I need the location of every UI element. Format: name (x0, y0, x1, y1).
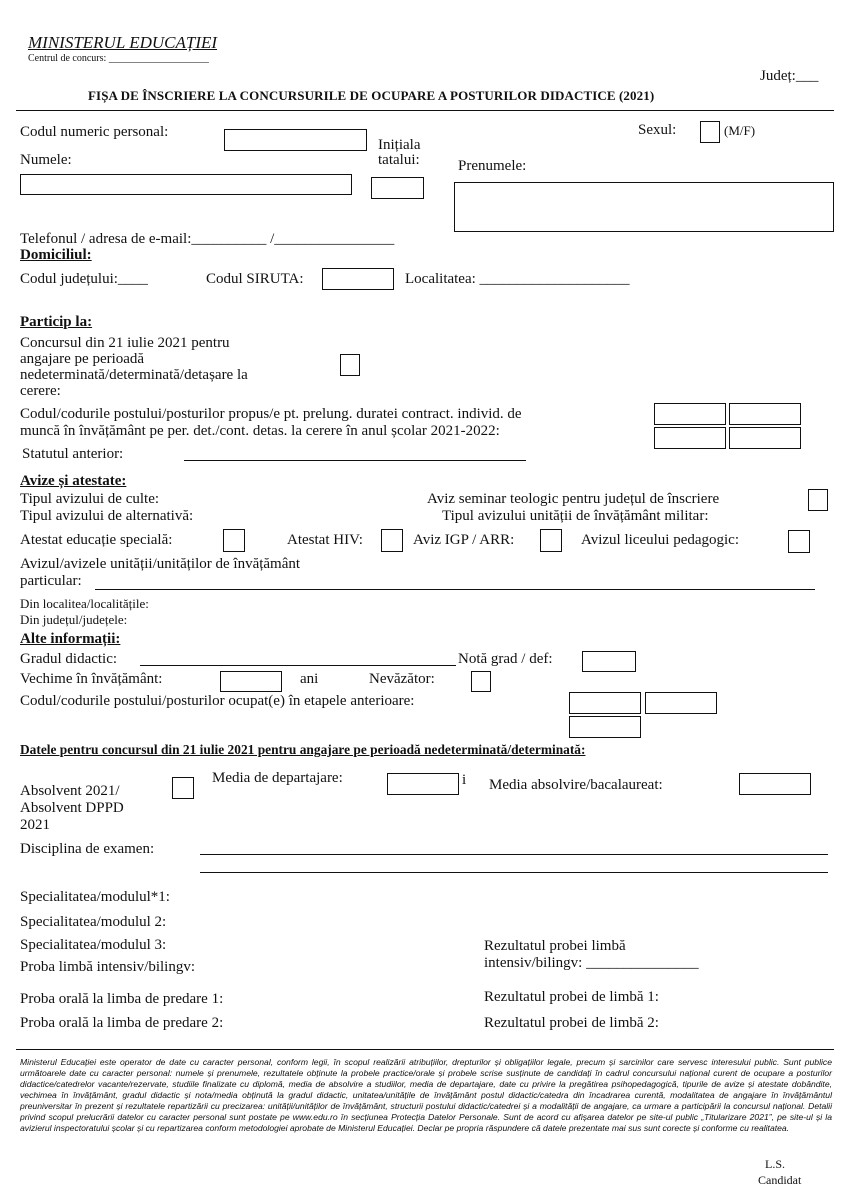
intensive-result-line-2: intensiv/bilingv: _______________ (484, 955, 699, 971)
specialty-2-label: Specialitatea/modulul 2: (20, 914, 167, 930)
ls-mark: L.S. (765, 1157, 786, 1171)
private-approval-line[interactable] (95, 589, 815, 590)
seniority-input[interactable] (220, 671, 282, 692)
father-initial-label-1: Inițiala (378, 137, 421, 153)
participation-heading: Particip la: (20, 314, 93, 330)
county-code-field: Codul județului:____ (20, 271, 148, 287)
igp-label: Aviz IGP / ARR: (413, 532, 515, 548)
occupied-code-input-3[interactable] (569, 716, 641, 738)
contest-checkbox[interactable] (340, 354, 360, 376)
county-field: Județ:___ (760, 68, 819, 84)
contest-center-text: Centrul de concurs: (28, 53, 107, 64)
hiv-label: Atestat HIV: (287, 532, 363, 548)
last-name-input[interactable] (20, 174, 352, 195)
igp-checkbox[interactable] (540, 529, 562, 552)
contest-line-2: angajare pe perioadă (20, 351, 145, 367)
intensive-language-label: Proba limbă intensiv/bilingv: (20, 959, 195, 975)
graduation-avg-input[interactable] (739, 773, 811, 795)
cult-approval-label: Tipul avizului de culte: (20, 491, 160, 507)
hiv-checkbox[interactable] (381, 529, 403, 552)
military-approval-label: Tipul avizului unității de învățământ militar: (442, 508, 709, 524)
tiebreak-input[interactable] (387, 773, 459, 795)
post-code-input-1[interactable] (654, 403, 726, 425)
degree-line[interactable] (140, 665, 456, 666)
prev-status-label: Statutul anterior: (22, 446, 124, 462)
locality-field: Localitatea: ____________________ (405, 271, 630, 287)
contest-center-value: ____________________ (108, 53, 209, 64)
other-info-heading: Alte informații: (20, 631, 121, 647)
i-mark: i (462, 772, 467, 788)
graduate-line-1: Absolvent 2021/ (20, 783, 120, 799)
father-initial-input[interactable] (371, 177, 424, 199)
special-ed-checkbox[interactable] (223, 529, 245, 552)
cnp-input[interactable] (224, 129, 367, 151)
specialty-3-label: Specialitatea/modulul 3: (20, 937, 167, 953)
occupied-codes-label: Codul/codurile postului/posturilor ocupat(e) în etapele anterioare: (20, 693, 415, 709)
pedagogic-checkbox[interactable] (788, 530, 810, 553)
occupied-code-input-1[interactable] (569, 692, 641, 714)
siruta-input[interactable] (322, 268, 394, 290)
discipline-label: Disciplina de examen: (20, 841, 155, 857)
counties-label: Din județul/județele: (20, 612, 128, 627)
occupied-code-input-2[interactable] (645, 692, 717, 714)
degree-label: Gradul didactic: (20, 651, 118, 667)
grade-input[interactable] (582, 651, 636, 672)
post-codes-line-2: muncă în învățământ pe per. det./cont. detas. la cerere în anul școlar 2021-2022: (20, 423, 500, 439)
contest-line-3: nedeterminată/determinată/detașare la (20, 367, 248, 383)
special-ed-label: Atestat educație specială: (20, 532, 173, 548)
data-protection-notice: Ministerul Educației este operator de date cu caracter personal, conform legii, în scopul realizării atribuțiilor, drepturilor și obligațiilor legale, precum și sarcinilor care servesc interesului public. Sunt publice următoarele date cu caracter personal: numele și prenumele, rezultatele obținute la probele practice/orale și probele scrise susținute de candidați în cadrul concursului național curent de ocupare a posturilor didactice/catedrelor vacante/rezervate, studiile finalizate cu diplomă, media de absolvire a studiilor, media de departajare, date cu privire la pregătirea psihopedagogică, tipurile de avize și atestate dobândite, vechimea în învățământ, gradul didactic și nota/media obținută la gradul didactic, unitatea/unitățile de învățământ postul didactic/catedra din încadrarea curentă, modalitatea de angajare în învățământul preuniversitar în prezent și rezultatele repartizării cu precizarea: unității/unităților de învățământ, structurii postului didactic/catedrei și a modalității de angajare, ca urmare a participării la concursul național. Detalii privind scopul prelucrării datelor cu caracter personal sunt postate pe www.edu.ro în secțiunea Protecția Datelor Personale. Sunt de acord cu afișarea datelor pe site-ul public „Titularizare 2021”, pe site-ul și la avizierul inspectoratului școlar și cu repartizarea conform metodologiei aprobate de Ministerul Educației. Declar pe propria răspundere că datele prezentate mai sus sunt corecte și conforme cu realitatea. (20, 1057, 832, 1133)
post-codes-line-1: Codul/codurile postului/posturilor propus/e pt. prelung. duratei contract. individ. de (20, 406, 522, 422)
years-label: ani (300, 671, 319, 687)
post-code-input-3[interactable] (654, 427, 726, 449)
header-rule (16, 110, 834, 111)
private-approval-line-1: Avizul/avizele unității/unităților de învățământ (20, 556, 301, 572)
graduate-checkbox[interactable] (172, 777, 194, 799)
intensive-result-line-1: Rezultatul probei limbă (484, 938, 626, 954)
contest-data-heading: Datele pentru concursul din 21 iulie 2021 pentru angajare pe perioadă nedeterminată/determinată: (20, 742, 586, 757)
pedagogic-label: Avizul liceului pedagogic: (581, 532, 740, 548)
specialty-1-label: Specialitatea/modulul*1: (20, 889, 170, 905)
blind-checkbox[interactable] (471, 671, 491, 692)
domicile-heading: Domiciliul: (20, 247, 92, 263)
cnp-label: Codul numeric personal: (20, 124, 169, 140)
sex-input[interactable] (700, 121, 720, 143)
localities-label: Din localitea/localitățile: (20, 596, 149, 611)
contest-center-label (28, 53, 209, 65)
last-name-label: Numele: (20, 152, 72, 168)
father-initial-label-2: tatalui: (378, 152, 420, 168)
graduate-line-3: 2021 (20, 817, 50, 833)
first-name-label: Prenumele: (458, 158, 527, 174)
prev-status-line[interactable] (184, 460, 526, 461)
seminar-checkbox[interactable] (808, 489, 828, 511)
tiebreak-label: Media de departajare: (212, 770, 343, 786)
language-result-1-label: Rezultatul probei de limbă 1: (484, 989, 659, 1005)
post-code-input-4[interactable] (729, 427, 801, 449)
siruta-label: Codul SIRUTA: (206, 271, 304, 287)
language-result-2-label: Rezultatul probei de limbă 2: (484, 1015, 659, 1031)
discipline-line-1[interactable] (200, 854, 828, 855)
footer-rule (16, 1049, 834, 1050)
seminar-approval-label: Aviz seminar teologic pentru județul de înscriere (427, 491, 720, 507)
sex-label: Sexul: (638, 122, 677, 138)
private-approval-line-2: particular: (20, 573, 82, 589)
seniority-label: Vechime în învățământ: (20, 671, 163, 687)
candidate-label: Candidat (758, 1173, 802, 1187)
approvals-heading: Avize și atestate: (20, 473, 127, 489)
contest-line-4: cerere: (20, 383, 61, 399)
discipline-line-2[interactable] (200, 872, 828, 873)
graduate-line-2: Absolvent DPPD (20, 800, 124, 816)
sex-hint: (M/F) (724, 123, 756, 138)
oral-test-2-label: Proba orală la limba de predare 2: (20, 1015, 224, 1031)
form-title: FIȘA DE ÎNSCRIERE LA CONCURSURILE DE OCUPARE A POSTURILOR DIDACTICE (2021) (88, 88, 655, 103)
first-name-input[interactable] (454, 182, 834, 232)
grade-label: Notă grad / def: (458, 651, 553, 667)
graduation-avg-label: Media absolvire/bacalaureat: (489, 777, 663, 793)
phone-email-field: Telefonul / adresa de e-mail:__________ /________________ (20, 231, 395, 247)
post-code-input-2[interactable] (729, 403, 801, 425)
ministry-name: MINISTERUL EDUCAȚIEI (28, 33, 218, 52)
alternative-approval-label: Tipul avizului de alternativă: (20, 508, 194, 524)
blind-label: Nevăzător: (369, 671, 435, 687)
contest-line-1: Concursul din 21 iulie 2021 pentru (20, 335, 230, 351)
oral-test-1-label: Proba orală la limba de predare 1: (20, 991, 224, 1007)
